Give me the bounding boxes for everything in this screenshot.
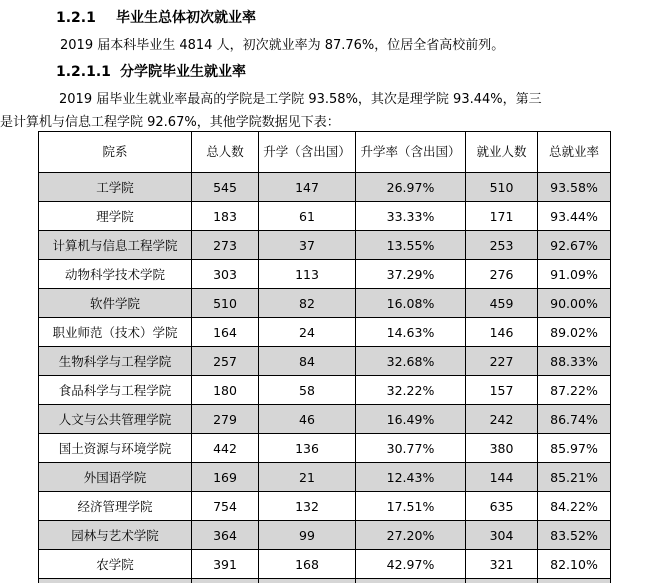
cell-employed: 146	[466, 318, 538, 347]
cell-department: 农学院	[39, 550, 192, 579]
table-row	[39, 289, 611, 318]
table-row	[39, 376, 611, 405]
cell-cutoff	[259, 579, 356, 583]
cell-employed: 157	[466, 376, 538, 405]
cell-total: 169	[192, 463, 259, 492]
cell-further-study-rate: 30.77%	[356, 434, 466, 463]
cell-further-study-rate: 37.29%	[356, 260, 466, 289]
cell-department: 生物科学与工程学院	[39, 347, 192, 376]
cell-further-study-rate: 17.51%	[356, 492, 466, 521]
cell-employment-rate: 91.09%	[538, 260, 611, 289]
cell-employment-rate: 92.67%	[538, 231, 611, 260]
cell-department: 国土资源与环境学院	[39, 434, 192, 463]
cell-department: 园林与艺术学院	[39, 521, 192, 550]
header-total: 总人数	[192, 132, 259, 173]
cell-department: 理学院	[39, 202, 192, 231]
cell-further-study-rate: 16.08%	[356, 289, 466, 318]
cell-further-study: 21	[259, 463, 356, 492]
section-number: 1.2.1	[56, 10, 96, 26]
cell-further-study-rate: 42.97%	[356, 550, 466, 579]
cell-employed: 510	[466, 173, 538, 202]
table-row	[39, 318, 611, 347]
cell-employed: 242	[466, 405, 538, 434]
cell-employed: 276	[466, 260, 538, 289]
table-row	[39, 550, 611, 579]
table-header-row	[39, 132, 611, 173]
cell-further-study-rate: 16.49%	[356, 405, 466, 434]
cell-employment-rate: 85.97%	[538, 434, 611, 463]
cell-employed: 304	[466, 521, 538, 550]
table-row	[39, 405, 611, 434]
cell-department: 人文与公共管理学院	[39, 405, 192, 434]
cell-total: 364	[192, 521, 259, 550]
cell-cutoff	[39, 579, 192, 583]
table-row	[39, 231, 611, 260]
cell-further-study: 82	[259, 289, 356, 318]
cell-further-study: 147	[259, 173, 356, 202]
cell-employment-rate: 84.22%	[538, 492, 611, 521]
cell-department: 工学院	[39, 173, 192, 202]
cell-total: 303	[192, 260, 259, 289]
cell-employed: 253	[466, 231, 538, 260]
cell-total: 183	[192, 202, 259, 231]
cell-further-study: 168	[259, 550, 356, 579]
table-row	[39, 260, 611, 289]
table-row	[39, 463, 611, 492]
employment-rate-table	[38, 131, 611, 583]
cell-employed: 321	[466, 550, 538, 579]
header-further-study-rate: 升学率（含出国）	[356, 132, 466, 173]
cell-employment-rate: 85.21%	[538, 463, 611, 492]
table-row	[39, 202, 611, 231]
cell-department: 职业师范（技术）学院	[39, 318, 192, 347]
cell-employment-rate: 89.02%	[538, 318, 611, 347]
cell-further-study: 61	[259, 202, 356, 231]
subsection-title: 分学院毕业生就业率	[120, 64, 246, 80]
cell-total: 442	[192, 434, 259, 463]
cell-further-study-rate: 12.43%	[356, 463, 466, 492]
table-row	[39, 173, 611, 202]
cell-department: 计算机与信息工程学院	[39, 231, 192, 260]
cell-total: 279	[192, 405, 259, 434]
cell-total: 545	[192, 173, 259, 202]
cell-employment-rate: 83.52%	[538, 521, 611, 550]
cell-further-study: 99	[259, 521, 356, 550]
cell-further-study: 24	[259, 318, 356, 347]
intro-paragraph-line-2: 是计算机与信息工程学院 92.67%，其他学院数据见下表：	[0, 115, 340, 130]
intro-paragraph-line-1: 2019 届毕业生就业率最高的学院是工学院 93.58%，其次是理学院 93.44%，第三	[59, 92, 542, 107]
cell-employment-rate: 82.10%	[538, 550, 611, 579]
cell-employment-rate: 93.44%	[538, 202, 611, 231]
cell-further-study: 46	[259, 405, 356, 434]
cell-department: 经济管理学院	[39, 492, 192, 521]
cell-cutoff	[192, 579, 259, 583]
cell-employment-rate: 87.22%	[538, 376, 611, 405]
cell-total: 273	[192, 231, 259, 260]
header-employment-rate: 总就业率	[538, 132, 611, 173]
cell-further-study-rate: 26.97%	[356, 173, 466, 202]
cell-further-study-rate: 13.55%	[356, 231, 466, 260]
cell-department: 外国语学院	[39, 463, 192, 492]
cell-employment-rate: 93.58%	[538, 173, 611, 202]
cell-total: 257	[192, 347, 259, 376]
subsection-heading	[56, 61, 246, 81]
cell-further-study-rate: 32.68%	[356, 347, 466, 376]
summary-paragraph: 2019 届本科毕业生 4814 人，初次就业率为 87.76%，位居全省高校前列。	[60, 38, 505, 53]
cell-employed: 144	[466, 463, 538, 492]
cell-employed: 635	[466, 492, 538, 521]
section-title: 毕业生总体初次就业率	[116, 10, 256, 26]
cell-cutoff	[466, 579, 538, 583]
header-employed: 就业人数	[466, 132, 538, 173]
cell-department: 软件学院	[39, 289, 192, 318]
table-row-cutoff	[39, 579, 611, 583]
cell-total: 180	[192, 376, 259, 405]
cell-employment-rate: 86.74%	[538, 405, 611, 434]
cell-further-study-rate: 14.63%	[356, 318, 466, 347]
cell-employment-rate: 88.33%	[538, 347, 611, 376]
table-row	[39, 521, 611, 550]
table-row	[39, 434, 611, 463]
table-row	[39, 492, 611, 521]
cell-total: 391	[192, 550, 259, 579]
cell-further-study: 37	[259, 231, 356, 260]
cell-employed: 171	[466, 202, 538, 231]
cell-further-study: 84	[259, 347, 356, 376]
cell-cutoff	[356, 579, 466, 583]
cell-cutoff	[538, 579, 611, 583]
cell-total: 754	[192, 492, 259, 521]
header-further-study: 升学（含出国）	[259, 132, 356, 173]
cell-further-study: 113	[259, 260, 356, 289]
cell-further-study-rate: 27.20%	[356, 521, 466, 550]
cell-total: 510	[192, 289, 259, 318]
cell-total: 164	[192, 318, 259, 347]
cell-employed: 380	[466, 434, 538, 463]
table-row	[39, 347, 611, 376]
header-department: 院系	[39, 132, 192, 173]
cell-employment-rate: 90.00%	[538, 289, 611, 318]
cell-further-study-rate: 32.22%	[356, 376, 466, 405]
cell-department: 食品科学与工程学院	[39, 376, 192, 405]
cell-employed: 459	[466, 289, 538, 318]
cell-further-study: 58	[259, 376, 356, 405]
cell-further-study: 132	[259, 492, 356, 521]
section-heading	[56, 7, 256, 27]
cell-further-study-rate: 33.33%	[356, 202, 466, 231]
cell-employed: 227	[466, 347, 538, 376]
cell-department: 动物科学技术学院	[39, 260, 192, 289]
cell-further-study: 136	[259, 434, 356, 463]
subsection-number: 1.2.1.1	[56, 64, 111, 80]
